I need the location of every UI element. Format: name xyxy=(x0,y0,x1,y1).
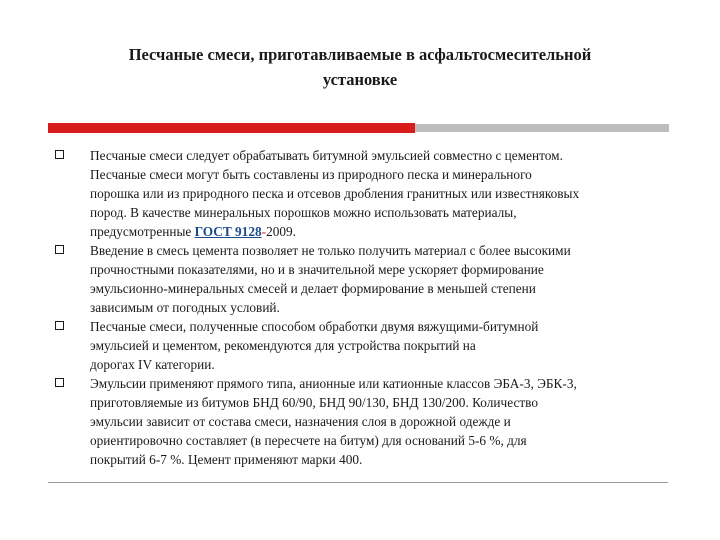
square-bullet-icon xyxy=(55,321,64,330)
gost-link[interactable]: ГОСТ 9128 xyxy=(194,224,262,239)
bullet-line: эмульсии зависит от состава смеси, назначения слоя в дорожной одежде и xyxy=(90,414,511,429)
bullet-line xyxy=(90,222,672,241)
bullet-line: покрытий 6-7 %. Цемент применяют марки 400. xyxy=(90,452,363,467)
gost-prefix: предусмотренные xyxy=(90,224,195,239)
bullet-line: дорогах IV категории. xyxy=(90,357,215,372)
bullet-line: приготовляемые из битумов БНД 60/90, БНД 90/130, БНД 130/200. Количество xyxy=(90,395,538,410)
slide-title-line-1: Песчаные смеси, приготавливаемые в асфальтосмесительной xyxy=(128,45,592,64)
bullet-line: зависимым от погодных условий. xyxy=(90,300,280,315)
bullet-line: Песчаные смеси, полученные способом обработки двумя вяжущими-битумной xyxy=(90,319,539,334)
bullet-item xyxy=(48,146,672,241)
bullet-line: Песчаные смеси следует обрабатывать битумной эмульсией совместно с цементом. xyxy=(90,148,563,163)
bullet-line: эмульсионно-минеральных смесей и делает формирование в меньшей степени xyxy=(90,281,536,296)
bullet-list xyxy=(48,146,672,469)
bullet-line: пород. В качестве минеральных порошков можно использовать материалы, xyxy=(90,205,517,220)
slide-title-line-2: установке xyxy=(322,70,398,89)
bullet-item xyxy=(48,317,672,374)
bullet-item xyxy=(48,241,672,317)
bullet-line: порошка или из природного песка и отсевов дробления гранитных или известняковых xyxy=(90,186,580,201)
slide-title xyxy=(50,42,670,92)
bullet-line: Песчаные смеси могут быть составлены из природного песка и минерального xyxy=(90,167,532,182)
bullet-line: ориентировочно составляет (в пересчете на битум) для оснований 5-6 %, для xyxy=(90,433,527,448)
bullet-line: прочностными показателями, но и в значительной мере ускоряет формирование xyxy=(90,262,544,277)
bullet-item xyxy=(48,374,672,469)
gost-dash: - xyxy=(261,224,267,239)
square-bullet-icon xyxy=(55,150,64,159)
square-bullet-icon xyxy=(55,378,64,387)
bottom-divider xyxy=(48,482,668,483)
square-bullet-icon xyxy=(55,245,64,254)
bullet-line: Эмульсии применяют прямого типа, анионные или катионные классов ЭБА-3, ЭБК-3, xyxy=(90,376,577,391)
title-divider-red xyxy=(48,123,415,133)
title-divider-gray xyxy=(415,124,669,132)
gost-year: 2009. xyxy=(266,224,296,239)
bullet-line: эмульсией и цементом, рекомендуются для устройства покрытий на xyxy=(90,338,476,353)
bullet-line: Введение в смесь цемента позволяет не только получить материал с более высокими xyxy=(90,243,571,258)
